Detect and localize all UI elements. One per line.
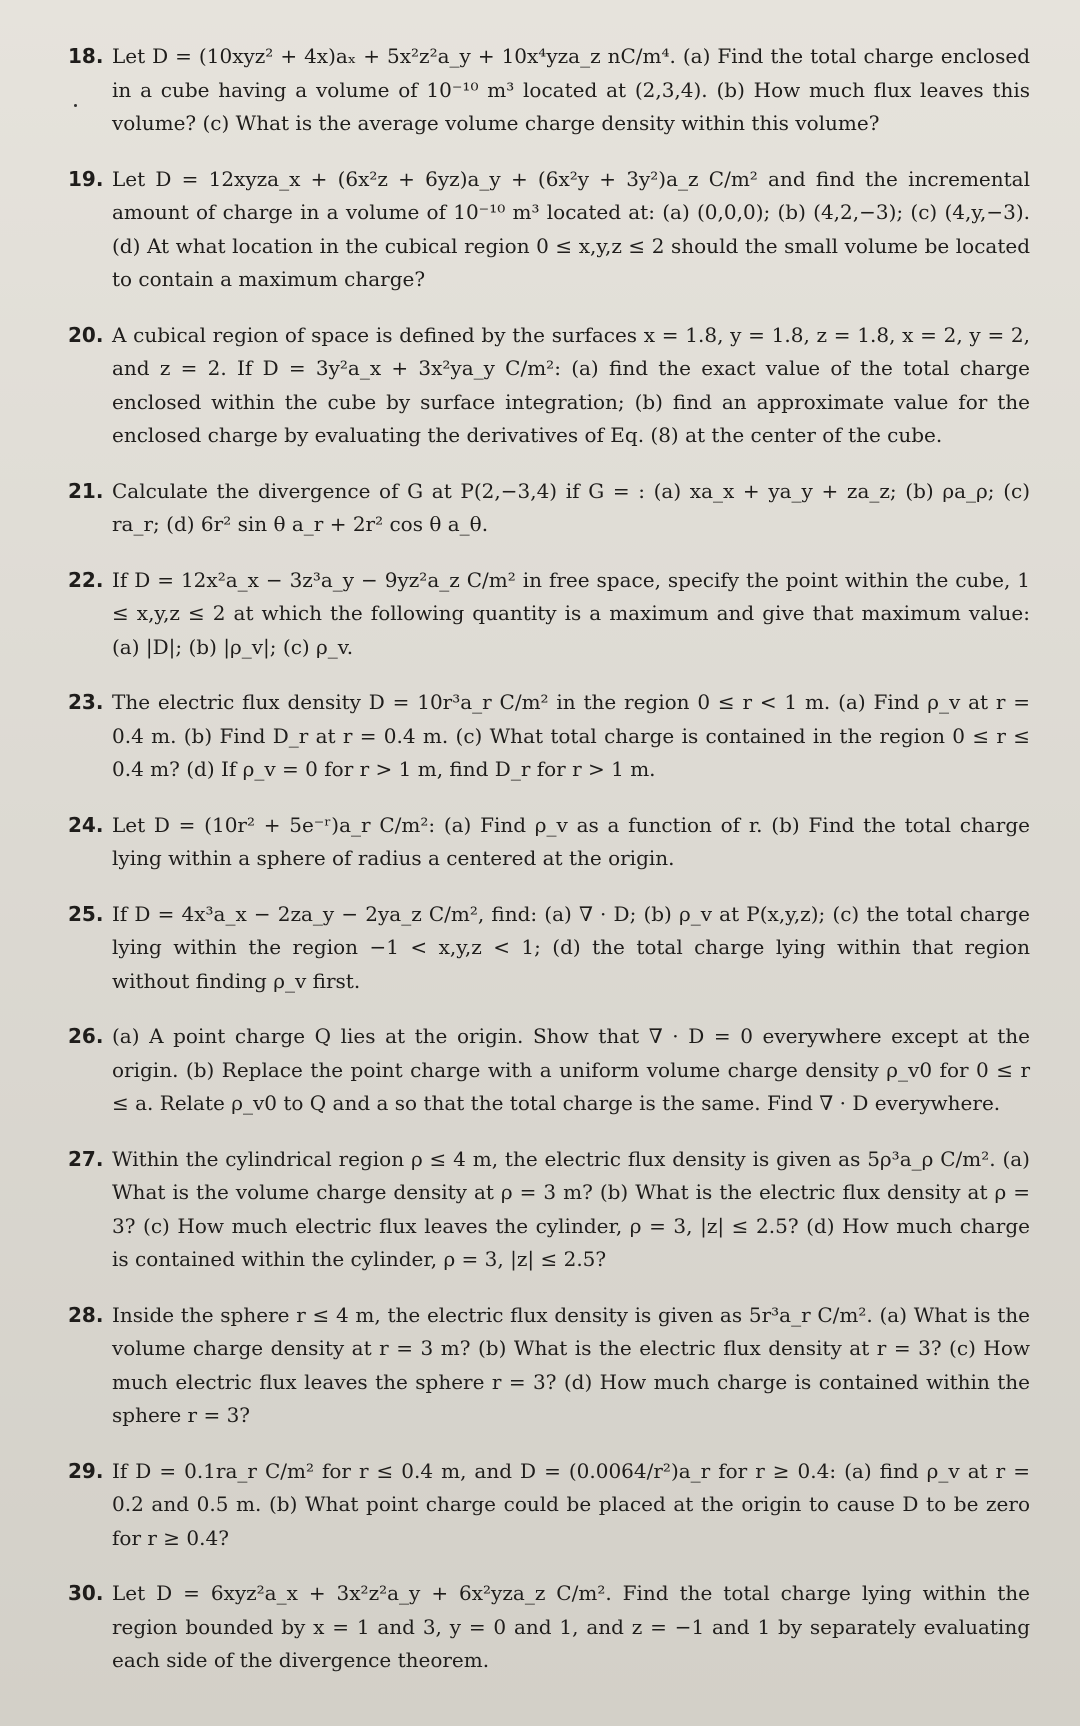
problem-25 (68, 898, 1030, 999)
problem-number: 19. (68, 166, 104, 191)
problem-number: 23. (68, 690, 104, 714)
problem-number: 20. (68, 322, 104, 347)
problem-23 (68, 686, 1030, 787)
problem-text: (a) A point charge Q lies at the origin. Show that ∇ · D = 0 everywhere except at the origin. (b) Replace the point charge with a uniform volume charge density ρ_v0 for 0 ≤ r ≤ a. Relate ρ_v0 to Q and a so that the total charge is the same. Find ∇ · D everywhere. (112, 1024, 1030, 1115)
problem-text: Let D = (10r² + 5e⁻ʳ)a_r C/m²: (a) Find ρ_v as a function of r. (b) Find the total charge lying within a sphere of radius a centered at the origin. (112, 812, 1030, 870)
problem-text: Let D = (10xyz² + 4x)aₓ + 5x²z²a_y + 10x⁴yza_z nC/m⁴. (a) Find the total charge enclosed in a cube having a volume of 10⁻¹⁰ m³ located at (2,3,4). (b) How much flux leaves this volume? (c) What is the average volume charge density within this volume? (112, 44, 1030, 135)
problem-text: Within the cylindrical region ρ ≤ 4 m, the electric flux density is given as 5ρ³a_ρ C/m². (a) What is the volume charge density at ρ = 3 m? (b) What is the electric flux density at ρ = 3? (c) How much electric flux leaves the cylinder, ρ = 3, |z| ≤ 2.5? (d) How much charge is contained within the cylinder, ρ = 3, |z| ≤ 2.5? (112, 1146, 1030, 1271)
problem-text: Inside the sphere r ≤ 4 m, the electric flux density is given as 5r³a_r C/m². (a) What is the volume charge density at r = 3 m? (b) What is the electric flux density at r = 3? (c) How much electric flux leaves the sphere r = 3? (d) How much charge is contained within the sphere r = 3? (112, 1302, 1030, 1427)
problem-number: 21. (68, 478, 104, 503)
problem-24 (68, 809, 1030, 876)
problem-text: If D = 0.1ra_r C/m² for r ≤ 0.4 m, and D = (0.0064/r²)a_r for r ≥ 0.4: (a) find ρ_v at r = 0.2 and 0.5 m. (b) What point charge could be placed at the origin to cause D to be zero for r ≥ 0.4? (112, 1458, 1030, 1550)
problem-number: 28. (68, 1302, 104, 1327)
problem-number: 18. (68, 44, 104, 68)
problem-21 (68, 475, 1030, 542)
problem-22 (68, 564, 1030, 665)
problem-number: 29. (68, 1458, 104, 1483)
problem-29 (68, 1455, 1030, 1556)
problem-text: A cubical region of space is defined by the surfaces x = 1.8, y = 1.8, z = 1.8, x = 2, y = 2, and z = 2. If D = 3y²a_x + 3x²ya_y C/m²: (a) find the exact value of the total charge enclosed within the cube by surface integration; (b) find an approximate value for the enclosed charge by evaluating the derivatives of Eq. (8) at the center of the cube. (112, 322, 1030, 447)
problem-number: 27. (68, 1146, 104, 1171)
problem-text: Calculate the divergence of G at P(2,−3,4) if G = : (a) xa_x + ya_y + za_z; (b) ρa_ρ; (c) ra_r; (d) 6r² sin θ a_r + 2r² cos θ a_θ. (112, 478, 1030, 536)
problem-28 (68, 1299, 1030, 1433)
problem-18 (68, 40, 1030, 141)
problem-text: If D = 4x³a_x − 2za_y − 2ya_z C/m², find: (a) ∇ · D; (b) ρ_v at P(x,y,z); (c) the total charge lying within the region −1 < x,y,z < 1; (d) the total charge lying within that region without finding ρ_v first. (112, 901, 1030, 993)
problem-text: The electric flux density D = 10r³a_r C/m² in the region 0 ≤ r < 1 m. (a) Find ρ_v at r = 0.4 m. (b) Find D_r at r = 0.4 m. (c) What total charge is contained in the region 0 ≤ r ≤ 0.4 m? (d) If ρ_v = 0 for r > 1 m, find D_r for r > 1 m. (112, 690, 1030, 781)
problem-text: Let D = 6xyz²a_x + 3x²z²a_y + 6x²yza_z C/m². Find the total charge lying within the region bounded by x = 1 and 3, y = 0 and 1, and z = −1 and 1 by separately evaluating each side of the divergence theorem. (112, 1581, 1030, 1672)
problem-number: 24. (68, 812, 104, 837)
problem-text: If D = 12x²a_x − 3z³a_y − 9yz²a_z C/m² in free space, specify the point within the cube, 1 ≤ x,y,z ≤ 2 at which the following quantity is a maximum and give that maximum value: (a) |D|; (b) |ρ_v|; (c) ρ_v. (112, 567, 1030, 659)
problem-text: Let D = 12xyza_x + (6x²z + 6yz)a_y + (6x²y + 3y²)a_z C/m² and find the incremental amount of charge in a volume of 10⁻¹⁰ m³ located at: (a) (0,0,0); (b) (4,2,−3); (c) (4,y,−3). (d) At what location in the cubical region 0 ≤ x,y,z ≤ 2 should the small volume be located to contain a maximum charge? (112, 166, 1030, 291)
problem-number: 22. (68, 567, 104, 592)
problem-30 (68, 1577, 1030, 1678)
problem-27 (68, 1143, 1030, 1277)
problem-number: 30. (68, 1581, 104, 1605)
problem-number: 25. (68, 901, 104, 926)
margin-dot (74, 104, 77, 107)
problem-20 (68, 319, 1030, 453)
problem-19 (68, 163, 1030, 297)
problem-number: 26. (68, 1024, 104, 1048)
problem-26 (68, 1020, 1030, 1121)
